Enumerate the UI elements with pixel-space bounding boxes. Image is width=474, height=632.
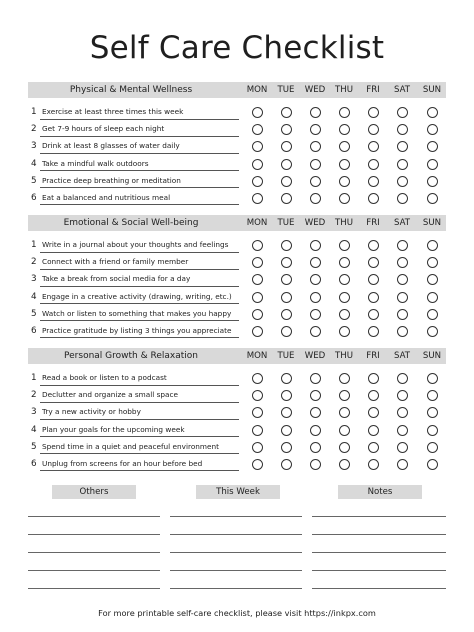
item-number: 3 bbox=[31, 141, 37, 152]
checkbox-thu[interactable] bbox=[339, 240, 350, 251]
checkbox-fri[interactable] bbox=[368, 107, 379, 118]
checkbox-thu[interactable] bbox=[339, 124, 350, 135]
item-number: 5 bbox=[31, 175, 37, 186]
checkbox-tue[interactable] bbox=[281, 442, 292, 453]
checklist-row bbox=[28, 271, 446, 288]
section-title: Emotional & Social Well-being bbox=[63, 218, 199, 228]
checkbox-wed[interactable] bbox=[310, 326, 321, 337]
checklist-row bbox=[28, 121, 446, 138]
checkbox-thu[interactable] bbox=[339, 459, 350, 470]
checkbox-tue[interactable] bbox=[281, 107, 292, 118]
checkbox-thu[interactable] bbox=[339, 107, 350, 118]
task-underline bbox=[40, 436, 239, 437]
item-number: 6 bbox=[31, 325, 37, 336]
section-physical-mental-wellness bbox=[28, 82, 446, 207]
checkbox-mon[interactable] bbox=[252, 176, 263, 187]
checkbox-thu[interactable] bbox=[339, 292, 350, 303]
checkbox-tue[interactable] bbox=[281, 309, 292, 320]
item-number: 2 bbox=[31, 124, 37, 135]
checkbox-fri[interactable] bbox=[368, 442, 379, 453]
task-underline bbox=[40, 187, 239, 188]
checkbox-mon[interactable] bbox=[252, 107, 263, 118]
task-text: Take a mindful walk outdoors bbox=[42, 158, 149, 168]
checkbox-mon[interactable] bbox=[252, 141, 263, 152]
day-label-sun: SUN bbox=[422, 218, 442, 228]
checkbox-tue[interactable] bbox=[281, 425, 292, 436]
checkbox-fri[interactable] bbox=[368, 124, 379, 135]
task-text: Spend time in a quiet and peaceful environment bbox=[42, 441, 220, 451]
checkbox-sat[interactable] bbox=[397, 124, 408, 135]
checkbox-wed[interactable] bbox=[310, 107, 321, 118]
checkbox-wed[interactable] bbox=[310, 373, 321, 384]
checkbox-mon[interactable] bbox=[252, 193, 263, 204]
footer-text: For more printable self-care checklist, please visit https://inkpx.com bbox=[98, 608, 376, 618]
checkbox-mon[interactable] bbox=[252, 407, 263, 418]
section-personal-growth-relaxation bbox=[28, 348, 446, 473]
checklist-row bbox=[28, 254, 446, 271]
checkbox-tue[interactable] bbox=[281, 373, 292, 384]
task-text: Practice deep breathing or meditation bbox=[42, 175, 181, 185]
day-label-mon: MON bbox=[246, 85, 268, 95]
task-underline bbox=[40, 402, 239, 403]
writing-line[interactable] bbox=[312, 534, 446, 535]
checkbox-sun[interactable] bbox=[427, 176, 438, 187]
checkbox-sat[interactable] bbox=[397, 309, 408, 320]
checkbox-wed[interactable] bbox=[310, 292, 321, 303]
checkbox-wed[interactable] bbox=[310, 159, 321, 170]
checkbox-sun[interactable] bbox=[427, 309, 438, 320]
checkbox-tue[interactable] bbox=[281, 159, 292, 170]
checkbox-fri[interactable] bbox=[368, 159, 379, 170]
item-number: 3 bbox=[31, 274, 37, 285]
day-label-mon: MON bbox=[246, 218, 268, 228]
day-label-thu: THU bbox=[334, 85, 353, 95]
checkbox-mon[interactable] bbox=[252, 257, 263, 268]
task-text: Unplug from screens for an hour before bed bbox=[42, 458, 203, 468]
item-number: 4 bbox=[31, 158, 37, 169]
checklist-row bbox=[28, 237, 446, 254]
day-label-tue: TUE bbox=[277, 351, 295, 361]
checklist-row bbox=[28, 156, 446, 173]
checkbox-wed[interactable] bbox=[310, 240, 321, 251]
checkbox-sun[interactable] bbox=[427, 274, 438, 285]
tab-others-header: Others bbox=[52, 485, 136, 499]
checkbox-sat[interactable] bbox=[397, 107, 408, 118]
checklist-row bbox=[28, 104, 446, 121]
task-text: Engage in a creative activity (drawing, writing, etc.) bbox=[42, 291, 232, 301]
writing-line[interactable] bbox=[312, 588, 446, 589]
day-label-sat: SAT bbox=[393, 351, 411, 361]
task-underline bbox=[40, 453, 239, 454]
checkbox-tue[interactable] bbox=[281, 176, 292, 187]
checkbox-fri[interactable] bbox=[368, 176, 379, 187]
checklist-row bbox=[28, 173, 446, 190]
checklist-row bbox=[28, 439, 446, 456]
checkbox-sun[interactable] bbox=[427, 425, 438, 436]
writing-line[interactable] bbox=[312, 570, 446, 571]
task-underline bbox=[40, 419, 239, 420]
writing-line[interactable] bbox=[170, 534, 302, 535]
checkbox-wed[interactable] bbox=[310, 442, 321, 453]
checkbox-wed[interactable] bbox=[310, 390, 321, 401]
page-title: Self Care Checklist bbox=[89, 30, 385, 66]
checkbox-sat[interactable] bbox=[397, 193, 408, 204]
checkbox-fri[interactable] bbox=[368, 390, 379, 401]
task-text: Write in a journal about your thoughts and feelings bbox=[42, 240, 229, 249]
section-header bbox=[28, 82, 446, 98]
day-label-thu: THU bbox=[334, 351, 353, 361]
checkbox-thu[interactable] bbox=[339, 373, 350, 384]
task-underline bbox=[40, 286, 239, 287]
checkbox-tue[interactable] bbox=[281, 292, 292, 303]
checkbox-sat[interactable] bbox=[397, 326, 408, 337]
item-number: 4 bbox=[31, 291, 37, 302]
checkbox-sat[interactable] bbox=[397, 459, 408, 470]
task-text: Connect with a friend or family member bbox=[42, 257, 189, 267]
day-label-sun: SUN bbox=[422, 351, 442, 361]
checkbox-fri[interactable] bbox=[368, 274, 379, 285]
item-number: 6 bbox=[31, 458, 37, 469]
checkbox-thu[interactable] bbox=[339, 425, 350, 436]
item-number: 1 bbox=[31, 107, 37, 117]
tab-this-week-header: This Week bbox=[196, 485, 280, 499]
checkbox-sat[interactable] bbox=[397, 407, 408, 418]
checkbox-fri[interactable] bbox=[368, 407, 379, 418]
checklist-row bbox=[28, 370, 446, 387]
writing-line[interactable] bbox=[170, 516, 302, 517]
checkbox-tue[interactable] bbox=[281, 274, 292, 285]
checkbox-mon[interactable] bbox=[252, 390, 263, 401]
writing-line[interactable] bbox=[28, 516, 160, 517]
section-title: Personal Growth & Relaxation bbox=[64, 351, 198, 361]
day-label-fri: FRI bbox=[366, 218, 380, 228]
writing-line[interactable] bbox=[28, 588, 160, 589]
writing-line[interactable] bbox=[170, 552, 302, 553]
checkbox-sun[interactable] bbox=[427, 442, 438, 453]
task-text: Drink at least 8 glasses of water daily bbox=[42, 141, 180, 151]
task-text: Eat a balanced and nutritious meal bbox=[42, 192, 171, 202]
day-label-thu: THU bbox=[334, 218, 353, 228]
checkbox-sat[interactable] bbox=[397, 425, 408, 436]
task-text: Plan your goals for the upcoming week bbox=[42, 424, 185, 434]
checkbox-sun[interactable] bbox=[427, 326, 438, 337]
checkbox-sun[interactable] bbox=[427, 141, 438, 152]
checkbox-mon[interactable] bbox=[252, 373, 263, 384]
checkbox-wed[interactable] bbox=[310, 193, 321, 204]
task-underline bbox=[40, 470, 239, 471]
day-label-wed: WED bbox=[304, 218, 326, 228]
task-underline bbox=[40, 320, 239, 321]
item-number: 4 bbox=[31, 424, 37, 435]
task-text: Take a break from social media for a day bbox=[42, 274, 191, 284]
section-header bbox=[28, 215, 446, 231]
checkbox-sun[interactable] bbox=[427, 407, 438, 418]
checkbox-mon[interactable] bbox=[252, 425, 263, 436]
checkbox-wed[interactable] bbox=[310, 124, 321, 135]
checkbox-sat[interactable] bbox=[397, 373, 408, 384]
checkbox-tue[interactable] bbox=[281, 326, 292, 337]
task-underline bbox=[40, 119, 239, 120]
checkbox-sun[interactable] bbox=[427, 193, 438, 204]
day-label-sun: SUN bbox=[422, 85, 442, 95]
checkbox-thu[interactable] bbox=[339, 159, 350, 170]
checkbox-sun[interactable] bbox=[427, 240, 438, 251]
checkbox-sat[interactable] bbox=[397, 390, 408, 401]
item-number: 5 bbox=[31, 441, 37, 452]
day-label-tue: TUE bbox=[277, 85, 295, 95]
checkbox-thu[interactable] bbox=[339, 274, 350, 285]
checkbox-sat[interactable] bbox=[397, 442, 408, 453]
checkbox-wed[interactable] bbox=[310, 274, 321, 285]
task-underline bbox=[40, 136, 239, 137]
writing-line[interactable] bbox=[170, 588, 302, 589]
checkbox-tue[interactable] bbox=[281, 257, 292, 268]
checkbox-tue[interactable] bbox=[281, 124, 292, 135]
writing-line[interactable] bbox=[312, 516, 446, 517]
checkbox-mon[interactable] bbox=[252, 240, 263, 251]
checkbox-fri[interactable] bbox=[368, 240, 379, 251]
checkbox-wed[interactable] bbox=[310, 407, 321, 418]
day-label-sat: SAT bbox=[393, 85, 411, 95]
checkbox-mon[interactable] bbox=[252, 124, 263, 135]
checkbox-wed[interactable] bbox=[310, 257, 321, 268]
checkbox-thu[interactable] bbox=[339, 176, 350, 187]
checkbox-mon[interactable] bbox=[252, 442, 263, 453]
task-text: Declutter and organize a small space bbox=[42, 390, 179, 400]
checklist-row bbox=[28, 138, 446, 155]
checklist-row bbox=[28, 404, 446, 421]
task-underline bbox=[40, 204, 239, 205]
checkbox-thu[interactable] bbox=[339, 442, 350, 453]
checkbox-sat[interactable] bbox=[397, 257, 408, 268]
checkbox-sun[interactable] bbox=[427, 390, 438, 401]
checkbox-mon[interactable] bbox=[252, 292, 263, 303]
item-number: 2 bbox=[31, 390, 37, 401]
checklist-row bbox=[28, 456, 446, 473]
checkbox-fri[interactable] bbox=[368, 292, 379, 303]
task-underline bbox=[40, 385, 239, 386]
day-label-wed: WED bbox=[304, 85, 326, 95]
section-emotional-social-wellbeing bbox=[28, 215, 446, 340]
checkbox-wed[interactable] bbox=[310, 309, 321, 320]
checkbox-fri[interactable] bbox=[368, 141, 379, 152]
checkbox-sun[interactable] bbox=[427, 159, 438, 170]
checkbox-thu[interactable] bbox=[339, 407, 350, 418]
item-number: 1 bbox=[31, 240, 37, 250]
day-label-tue: TUE bbox=[277, 218, 295, 228]
day-label-sat: SAT bbox=[393, 218, 411, 228]
checkbox-sun[interactable] bbox=[427, 257, 438, 268]
checkbox-fri[interactable] bbox=[368, 373, 379, 384]
checkbox-mon[interactable] bbox=[252, 309, 263, 320]
checkbox-sat[interactable] bbox=[397, 292, 408, 303]
checkbox-tue[interactable] bbox=[281, 407, 292, 418]
item-number: 5 bbox=[31, 308, 37, 319]
checklist-row bbox=[28, 289, 446, 306]
writing-line[interactable] bbox=[28, 570, 160, 571]
section-title: Physical & Mental Wellness bbox=[69, 85, 193, 95]
task-text: Watch or listen to something that makes you happy bbox=[42, 308, 232, 318]
checklist-row bbox=[28, 323, 446, 340]
checkbox-sat[interactable] bbox=[397, 141, 408, 152]
day-label-fri: FRI bbox=[366, 351, 380, 361]
item-number: 2 bbox=[31, 257, 37, 268]
task-text: Try a new activity or hobby bbox=[42, 407, 141, 417]
checkbox-fri[interactable] bbox=[368, 193, 379, 204]
task-underline bbox=[40, 303, 239, 304]
checkbox-tue[interactable] bbox=[281, 193, 292, 204]
tab-notes-header: Notes bbox=[338, 485, 422, 499]
checkbox-thu[interactable] bbox=[339, 326, 350, 337]
checkbox-mon[interactable] bbox=[252, 326, 263, 337]
checkbox-thu[interactable] bbox=[339, 141, 350, 152]
item-number: 3 bbox=[31, 407, 37, 418]
checkbox-wed[interactable] bbox=[310, 459, 321, 470]
checkbox-thu[interactable] bbox=[339, 193, 350, 204]
checkbox-tue[interactable] bbox=[281, 240, 292, 251]
task-text: Get 7-9 hours of sleep each night bbox=[42, 124, 165, 134]
checkbox-mon[interactable] bbox=[252, 159, 263, 170]
checkbox-mon[interactable] bbox=[252, 459, 263, 470]
checkbox-sat[interactable] bbox=[397, 159, 408, 170]
checklist-row bbox=[28, 422, 446, 439]
writing-line[interactable] bbox=[312, 552, 446, 553]
checkbox-tue[interactable] bbox=[281, 390, 292, 401]
task-underline bbox=[40, 153, 239, 154]
task-underline bbox=[40, 269, 239, 270]
checkbox-sun[interactable] bbox=[427, 292, 438, 303]
checkbox-thu[interactable] bbox=[339, 309, 350, 320]
checkbox-fri[interactable] bbox=[368, 326, 379, 337]
checklist-row bbox=[28, 190, 446, 207]
writing-line[interactable] bbox=[28, 552, 160, 553]
writing-line[interactable] bbox=[170, 570, 302, 571]
checkbox-fri[interactable] bbox=[368, 257, 379, 268]
checkbox-wed[interactable] bbox=[310, 176, 321, 187]
checkbox-sun[interactable] bbox=[427, 107, 438, 118]
task-text: Practice gratitude by listing 3 things you appreciate bbox=[42, 325, 232, 335]
task-underline bbox=[40, 337, 239, 338]
day-label-fri: FRI bbox=[366, 85, 380, 95]
checkbox-wed[interactable] bbox=[310, 141, 321, 152]
item-number: 6 bbox=[31, 192, 37, 203]
day-label-wed: WED bbox=[304, 351, 326, 361]
task-text: Exercise at least three times this week bbox=[42, 107, 184, 116]
section-header bbox=[28, 348, 446, 364]
writing-line[interactable] bbox=[28, 534, 160, 535]
checkbox-sat[interactable] bbox=[397, 240, 408, 251]
checkbox-sat[interactable] bbox=[397, 176, 408, 187]
checkbox-mon[interactable] bbox=[252, 274, 263, 285]
checkbox-fri[interactable] bbox=[368, 309, 379, 320]
checklist-row bbox=[28, 306, 446, 323]
checkbox-sat[interactable] bbox=[397, 274, 408, 285]
checklist-row bbox=[28, 387, 446, 404]
task-text: Read a book or listen to a podcast bbox=[42, 373, 167, 382]
checkbox-thu[interactable] bbox=[339, 257, 350, 268]
item-number: 1 bbox=[31, 373, 37, 383]
checkbox-fri[interactable] bbox=[368, 425, 379, 436]
checkbox-sun[interactable] bbox=[427, 124, 438, 135]
checkbox-tue[interactable] bbox=[281, 141, 292, 152]
checkbox-thu[interactable] bbox=[339, 390, 350, 401]
task-underline bbox=[40, 252, 239, 253]
checkbox-tue[interactable] bbox=[281, 459, 292, 470]
checkbox-fri[interactable] bbox=[368, 459, 379, 470]
checkbox-sun[interactable] bbox=[427, 373, 438, 384]
checkbox-wed[interactable] bbox=[310, 425, 321, 436]
day-label-mon: MON bbox=[246, 351, 268, 361]
checkbox-sun[interactable] bbox=[427, 459, 438, 470]
task-underline bbox=[40, 170, 239, 171]
